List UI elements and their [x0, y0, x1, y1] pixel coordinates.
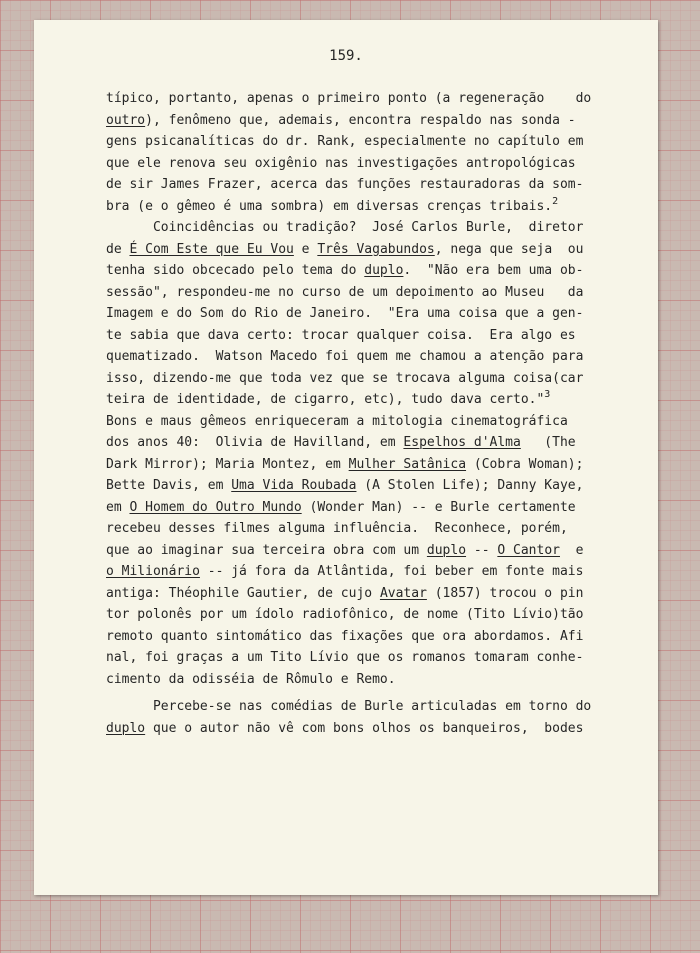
text-line [106, 626, 626, 648]
text-line [106, 303, 626, 325]
underlined-title: duplo [106, 720, 146, 736]
text-segment: ), fenômeno que, ademais, encontra respaldo nas sonda - [145, 112, 576, 128]
text-segment: quematizado. Watson Macedo foi quem me chamou a atenção para [106, 349, 584, 364]
underlined-title: É Com Este que Eu Vou [129, 241, 294, 257]
text-segment: (A Stolen Life); Danny Kaye, [356, 478, 584, 493]
text-segment: (Wonder Man) -- e Burle certamente [301, 499, 576, 515]
text-line [106, 239, 626, 261]
text-line [106, 88, 626, 110]
text-line [106, 718, 626, 740]
page-number: 159. [329, 48, 363, 64]
text-line [106, 561, 626, 583]
text-segment: recebeu desses filmes alguma influência. Reconhece, porém, [106, 521, 568, 536]
text-segment: teira de identidade, de cigarro, etc), tudo dava certo." [106, 392, 545, 407]
text-line [106, 583, 626, 605]
text-segment: dos anos 40: Olivia de Havilland, em [106, 435, 404, 450]
underlined-title: Uma Vida Roubada [231, 478, 357, 493]
text-line [106, 696, 626, 718]
text-segment: Bons e maus gêmeos enriqueceram a mitologia cinematográfica [106, 413, 568, 429]
text-segment: antiga: Théophile Gautier, de cujo [106, 585, 380, 601]
text-line [106, 174, 626, 196]
text-segment: remoto quanto sintomático das fixações que ora abordamos. Afi [106, 628, 584, 644]
underlined-title: Espelhos d'Alma [403, 435, 521, 450]
text-line [106, 540, 626, 562]
text-segment: de [106, 241, 130, 257]
text-segment: Bette Davis, em [106, 478, 232, 493]
footnote-marker: 3 [544, 389, 551, 400]
text-line [106, 604, 626, 626]
text-segment: bra (e o gêmeo é uma sombra) em diversas crenças tribais. [106, 198, 553, 214]
text-segment: nal, foi graças a um Tito Lívio que os romanos tomaram conhe- [106, 650, 584, 665]
text-line [106, 454, 626, 476]
body-text [106, 88, 626, 739]
text-line [106, 217, 626, 239]
text-segment: te sabia que dava certo: trocar qualquer coisa. Era algo es [106, 327, 576, 343]
underlined-title: o Milionário [106, 564, 200, 579]
underlined-title: outro [106, 112, 146, 128]
text-segment: que o autor não vê com bons olhos os banqueiros, bodes [145, 720, 584, 736]
text-segment: tenha sido obcecado pelo tema do [106, 263, 365, 278]
typewritten-page [34, 20, 658, 895]
text-line [106, 131, 626, 153]
text-line [106, 647, 626, 669]
text-line [106, 475, 626, 497]
text-segment: de sir James Frazer, acerca das funções restauradoras da som- [106, 177, 584, 192]
text-segment: . "Não era bem uma ob- [403, 263, 584, 278]
text-line [106, 325, 626, 347]
text-segment: Imagem e do Som do Rio de Janeiro. "Era uma coisa que a gen- [106, 306, 584, 321]
footnote-marker: 2 [552, 195, 559, 207]
text-line [106, 518, 626, 540]
text-segment: , nega que seja ou [434, 241, 584, 257]
text-line [106, 432, 626, 454]
text-segment: Dark Mirror); Maria Montez, em [106, 456, 349, 472]
text-segment: (1857) trocou o pin [426, 585, 584, 601]
underlined-title: duplo [426, 542, 467, 558]
text-segment: sessão", respondeu-me no curso de um depoimento ao Museu da [106, 284, 584, 300]
text-line [106, 346, 626, 368]
text-line [106, 153, 626, 175]
underlined-title: O Homem do Outro Mundo [129, 499, 302, 515]
text-segment: -- [466, 542, 498, 558]
text-segment: e [293, 241, 318, 257]
underlined-title: Avatar [379, 585, 427, 601]
text-segment: que ele renova seu oxigênio nas investigações antropológicas [106, 155, 576, 171]
text-line [106, 389, 626, 411]
text-line [106, 497, 626, 519]
text-line [106, 368, 626, 390]
text-segment: -- já fora da Atlântida, foi beber em fonte mais [199, 564, 584, 579]
text-segment: (Cobra Woman); [466, 456, 584, 472]
text-segment: isso, dizendo-me que toda vez que se trocava alguma coisa(car [106, 370, 584, 386]
underlined-title: duplo [364, 263, 404, 278]
text-line [106, 669, 626, 691]
text-segment: Coincidências ou tradição? José Carlos Burle, diretor [106, 220, 584, 235]
underlined-title: Três Vagabundos [317, 241, 435, 257]
text-segment: típico, portanto, apenas o primeiro ponto (a regeneração do [106, 91, 592, 106]
text-segment: Percebe-se nas comédias de Burle articuladas em torno do [106, 699, 592, 714]
text-line [106, 110, 626, 132]
text-segment: em [106, 499, 130, 515]
underlined-title: O Cantor [497, 542, 560, 558]
text-segment: tor polonês por um ídolo radiofônico, de nome (Tito Lívio)tão [106, 607, 584, 622]
text-line [106, 196, 626, 218]
underlined-title: Mulher Satânica [348, 456, 467, 472]
text-segment: que ao imaginar sua terceira obra com um [106, 542, 427, 558]
text-segment: (The [520, 435, 576, 450]
text-segment: gens psicanalíticas do dr. Rank, especialmente no capítulo em [106, 134, 584, 149]
text-line [106, 411, 626, 433]
text-segment: cimento da odisséia de Rômulo e Remo. [106, 671, 396, 687]
text-line [106, 282, 626, 304]
text-segment: e [559, 542, 584, 558]
text-line [106, 260, 626, 282]
